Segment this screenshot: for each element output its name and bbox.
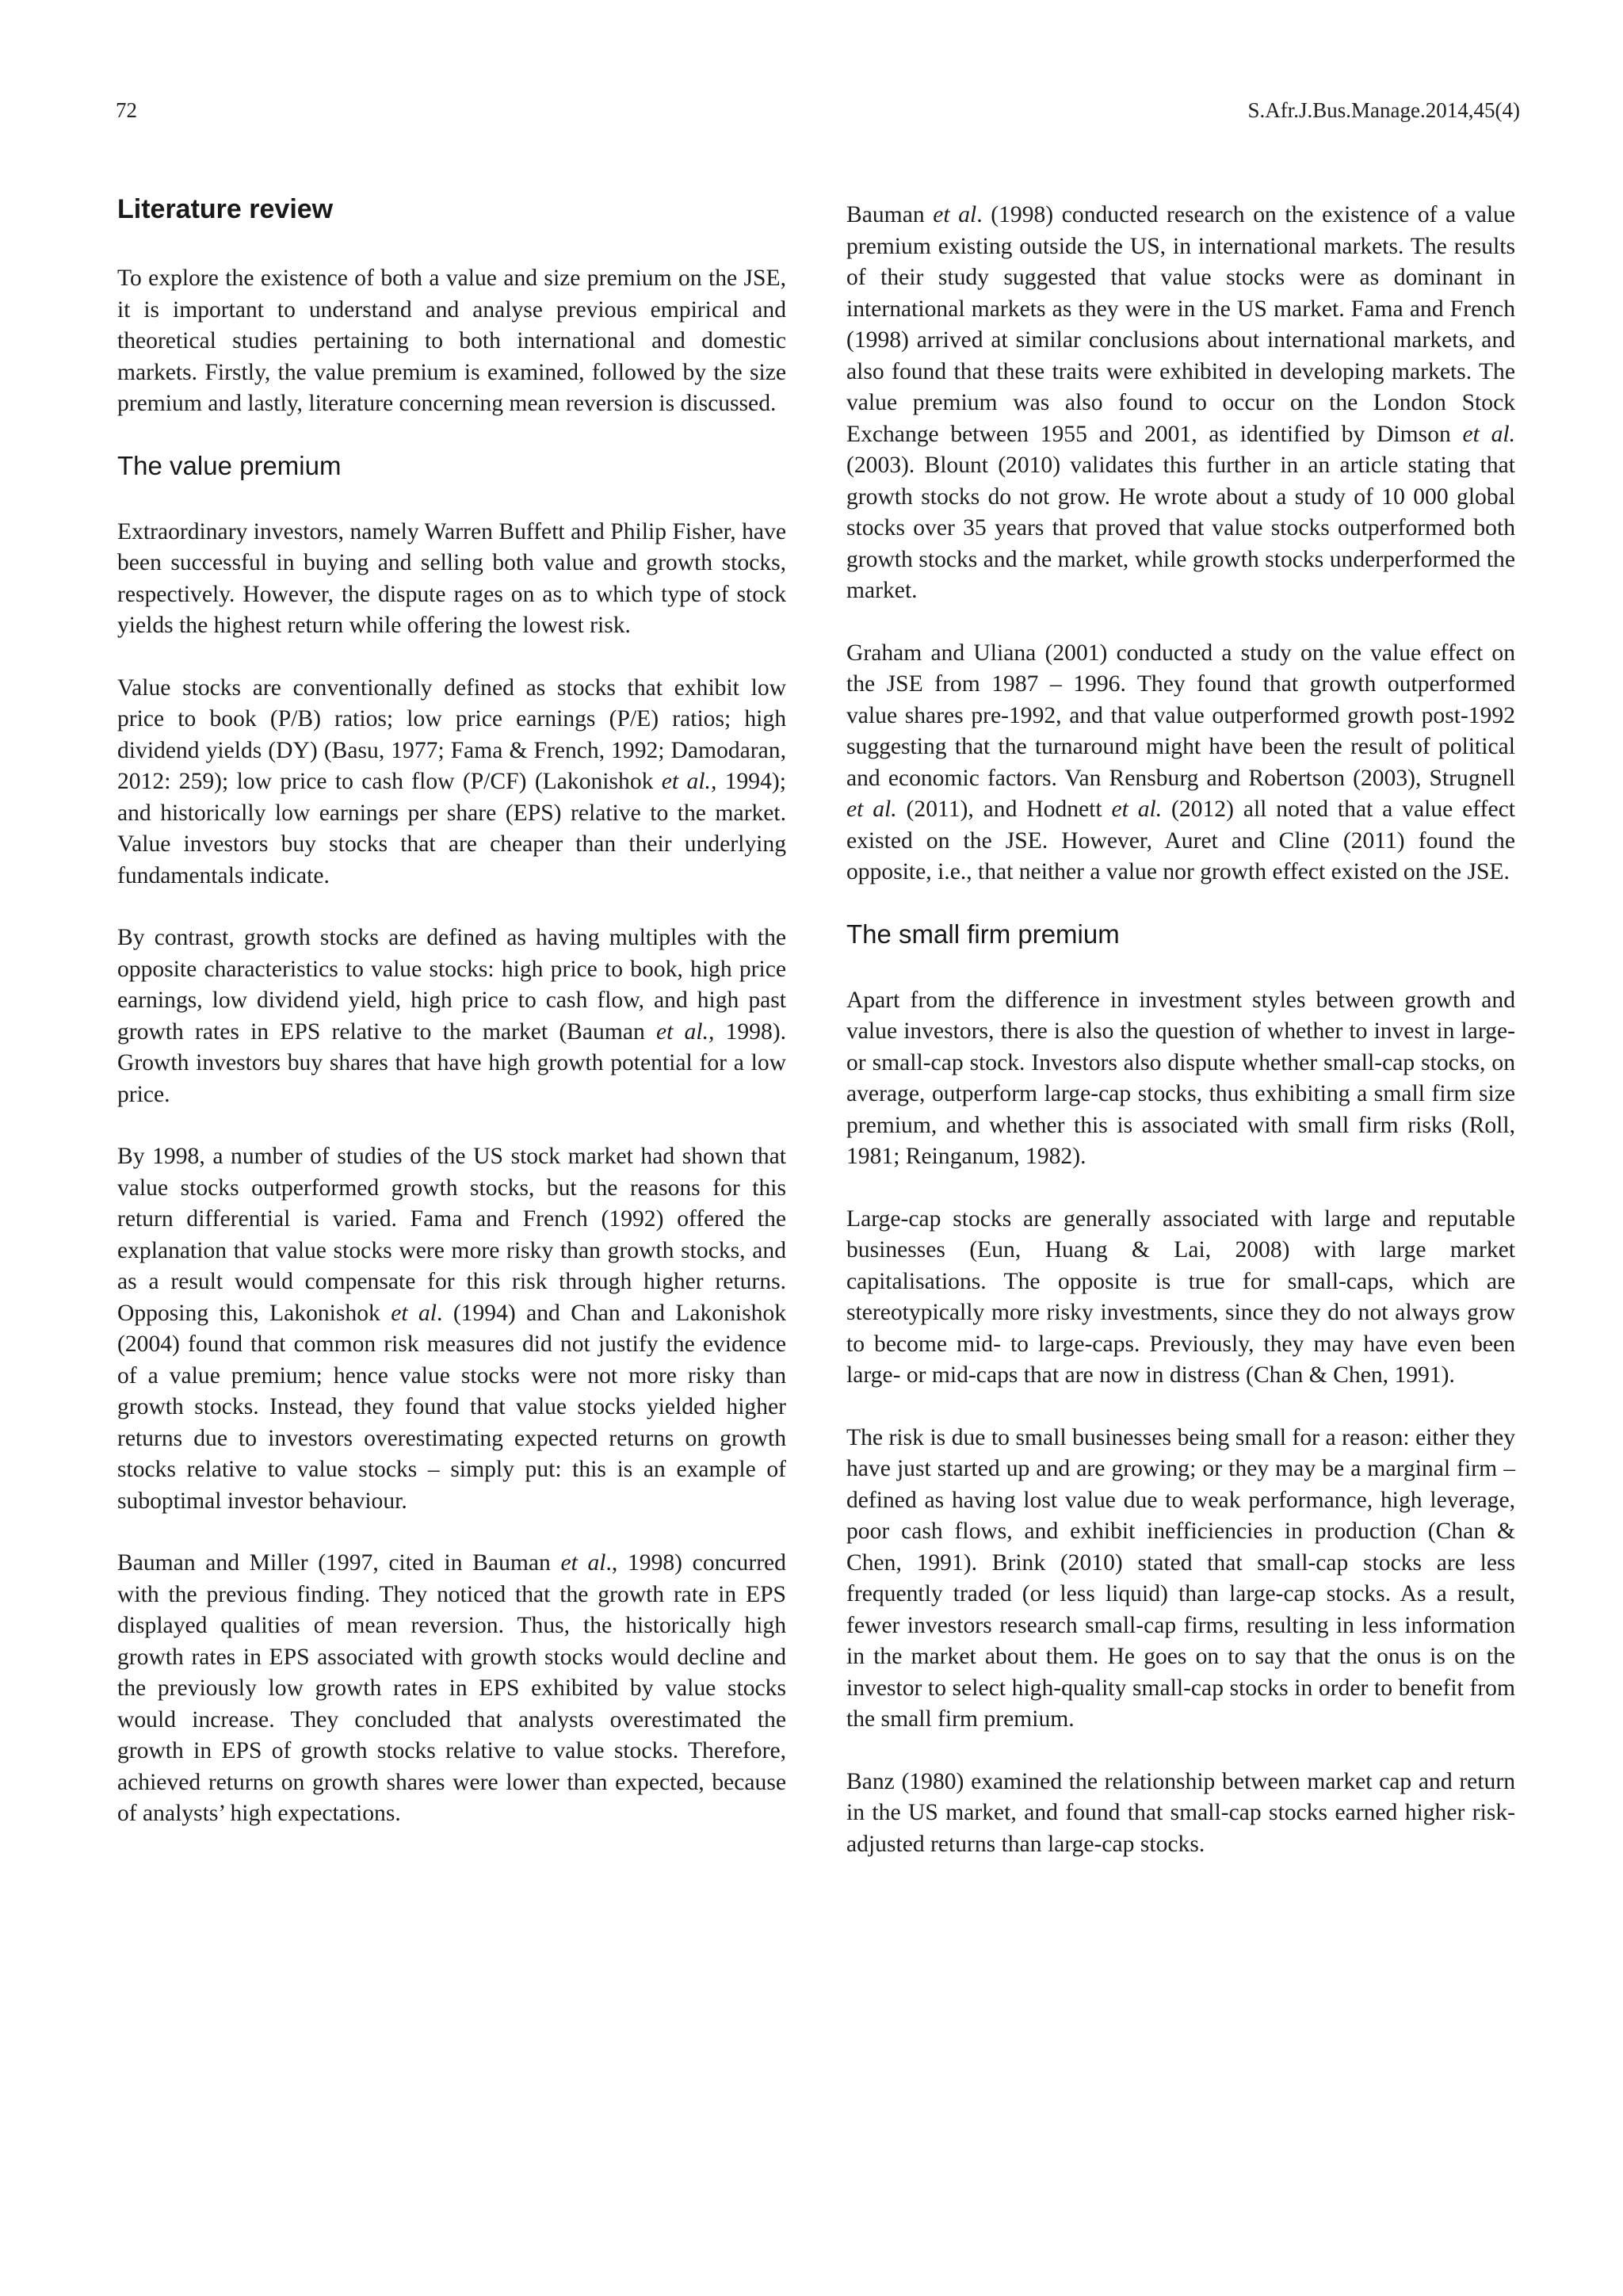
subsection-heading-value-premium: The value premium bbox=[117, 450, 342, 480]
paragraph-small-firm-2: Large-cap stocks are generally associated with large and reputable businesses (Eun, Huang & Lai, 2008) with large market capitalisations. The opposite is true for small-caps, which are stereotypically more risky investments, since they do not always grow to become mid- to large-caps. Previously, they may have even been large- or mid-caps that are now in distress (Chan & Chen, 1991). bbox=[846, 1205, 1515, 1388]
paragraph-value-1: Extraordinary investors, namely Warren Buffett and Philip Fisher, have been successful in buying and selling both value and growth stocks, respectively. However, the dispute rages on as to which type of stock yields the highest return while offering the lowest risk. bbox=[117, 518, 786, 638]
subsection-heading-small-firm-premium: The small firm premium bbox=[846, 919, 1120, 949]
paragraph-value-4: By 1998, a number of studies of the US stock market had shown that value stocks outperformed growth stocks, but the reasons for this return differential is varied. Fama and French (1992) offered the explanation that value stocks were more risky than growth stocks, and as a result would compensate for this risk through higher returns. Opposing this, Lakonishok et al. (1994) and Chan and Lakonishok (2004) found that common risk measures did not justify the evidence of a value premium; hence value stocks were not more risky than growth stocks. Instead, they found that value stocks yielded higher returns due to investors overestimating expected returns on growth stocks relative to value stocks – simply put: this is an example of suboptimal investor behaviour. bbox=[117, 1144, 787, 1514]
paragraph-value-6: Bauman et al. (1998) conducted research on the existence of a value premium existing outside the US, in international markets. The results of their study suggested that value stocks were as dominant in international markets as they were in the US market. Fama and French (1998) arrived at similar conclusions about international markets, and also found that these traits were exhibited in developing markets. The value premium was also found to occur on the London Stock Exchange between 1955 and 2001, as identified by Dimson et al. (2003). Blount (2010) validates this further in an article stating that growth stocks do not grow. He wrote about a study of 10 000 global stocks over 35 years that proved that value stocks outperformed both growth stocks and the market, while growth stocks underperformed the market. bbox=[846, 202, 1515, 603]
left-column bbox=[117, 193, 786, 1830]
section-heading-literature-review: Literature review bbox=[117, 194, 334, 224]
paragraph-value-2: Value stocks are conventionally defined as stocks that exhibit low price to book (P/B) ratios; low price earnings (P/E) ratios; high dividend yields (DY) (Basu, 1977; Fama & French, 1992; Damodaran, 2012: 259); low price to cash flow (P/CF) (Lakonishok et al., 1994); and historically low earnings per share (EPS) relative to the market. Value investors buy stocks that are cheaper than their underlying fundamentals indicate. bbox=[117, 674, 786, 888]
paragraph-small-firm-3: The risk is due to small businesses being small for a reason: either they have just started up and are growing; or they may be a marginal firm – defined as having lost value due to weak performance, high leverage, poor cash flows, and exhibit inefficiencies in production (Chan & Chen, 1991). Brink (2010) stated that small-cap stocks are less frequently traded (or less liquid) than large-cap stocks. As a result, fewer investors research small-cap firms, resulting in less information in the market about them. He goes on to say that the onus is on the investor to select high-quality small-cap stocks in order to benefit from the small firm premium. bbox=[846, 1424, 1515, 1732]
paragraph-value-7: Graham and Uliana (2001) conducted a study on the value effect on the JSE from 1987 – 1996. They found that growth outperformed value shares pre-1992, and that value outperformed growth post-1992 suggesting that the turnaround might have been the result of political and economic factors. Van Rensburg and Robertson (2003), Strugnell et al. (2011), and Hodnett et al. (2012) all noted that a value effect existed on the JSE. However, Auret and Cline (2011) found the opposite, i.e., that neither a value nor growth effect existed on the JSE. bbox=[846, 640, 1515, 884]
paragraph-intro: To explore the existence of both a value and size premium on the JSE, it is important to understand and analyse previous empirical and theoretical studies pertaining to both international and domestic markets. Firstly, the value premium is examined, followed by the size premium and lastly, literature concerning mean reversion is discussed. bbox=[117, 266, 786, 416]
right-column bbox=[846, 200, 1515, 1860]
paragraph-small-firm-1: Apart from the difference in investment styles between growth and value investors, there is also the question of whether to invest in large- or small-cap stock. Investors also dispute whether small-cap stocks, on average, outperform large-cap stocks, thus exhibiting a small firm size premium, and whether this is associated with small firm risks (Roll, 1981; Reinganum, 1982). bbox=[846, 987, 1515, 1169]
journal-reference: S.Afr.J.Bus.Manage.2014,45(4) bbox=[1247, 98, 1520, 122]
paragraph-value-5: Bauman and Miller (1997, cited in Bauman et al., 1998) concurred with the previous finding. They noticed that the growth rate in EPS displayed qualities of mean reversion. Thus, the historically high growth rates in EPS associated with growth stocks would decline and the previously low growth rates in EPS exhibited by value stocks would increase. They concluded that analysts overestimated the growth in EPS of growth stocks relative to value stocks. Therefore, achieved returns on growth shares were lower than expected, because of analysts’ high expectations. bbox=[117, 1550, 786, 1826]
page-number: 72 bbox=[116, 98, 137, 122]
paragraph-value-3: By contrast, growth stocks are defined as having multiples with the opposite characteristics to value stocks: high price to book, high price earnings, low dividend yield, high price to cash flow, and high past growth rates in EPS relative to the market (Bauman et al., 1998). Growth investors buy shares that have high growth potential for a low price. bbox=[117, 925, 787, 1107]
paragraph-small-firm-4: Banz (1980) examined the relationship between market cap and return in the US market, and found that small-cap stocks earned higher risk-adjusted returns than large-cap stocks. bbox=[846, 1768, 1515, 1857]
